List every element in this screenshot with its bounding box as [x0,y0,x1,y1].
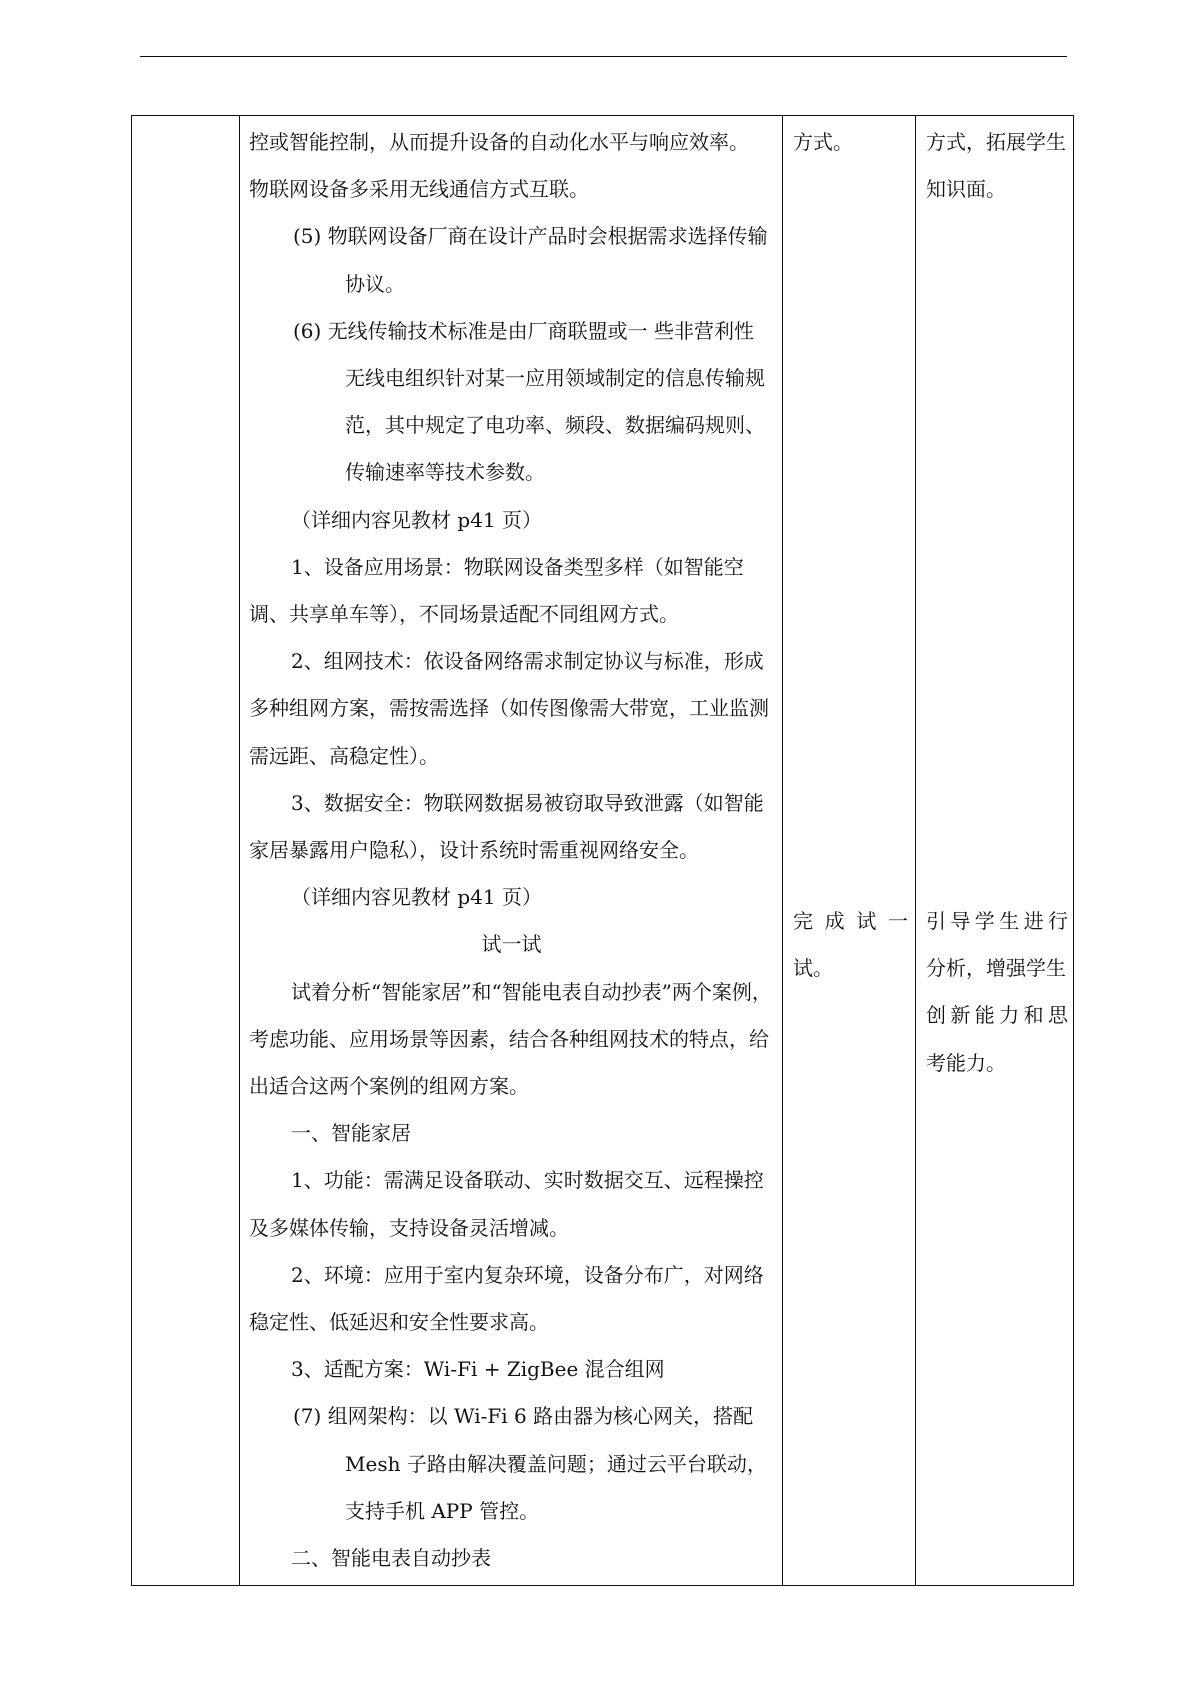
content-paragraph: 2、组网技术：依设备网络需求制定协议与标准，形成多种组网方案，需按需选择（如传图像需大带宽，工业监测需远距、高稳定性）。 [249,649,769,768]
column-divider-1 [239,116,240,1585]
content-paragraph: 3、数据安全：物联网数据易被窃取导致泄露（如智能家居暴露用户隐私），设计系统时需重视网络安全。 [249,790,764,863]
content-paragraph: 2、环境：应用于室内复杂环境，设备分布广，对网络稳定性、低延迟和安全性要求高。 [249,1262,764,1335]
content-paragraph: 1、设备应用场景：物联网设备类型多样（如智能空调、共享单车等），不同场景适配不同组网方式。 [249,554,744,627]
numbered-item-7: (7) 组网架构：以 Wi-Fi 6 路由器为核心网关，搭配 Mesh 子路由解决覆盖问题；通过云平台联动，支持手机 APP 管控。 [293,1404,767,1523]
design-intent-cell-1 [926,119,1068,213]
section-heading-try: 试一试 [481,932,542,957]
textbook-reference: （详细内容见教材 p41 页） [291,507,542,532]
design-intent-text: 创新能力和思 [926,1003,1068,1028]
column-divider-2 [782,116,783,1585]
header-rule [140,56,1067,57]
column-divider-3 [915,116,916,1585]
design-intent-cell-2 [926,898,1068,1087]
numbered-item-6: (6) 无线传输技术标准是由厂商联盟或一 些非营利性无线电组织针对某一应用领域制定的信息传输规范，其中规定了电功率、频段、数据编码规则、传输速率等技术参数。 [293,318,765,485]
design-intent-text: 分析，增强学生 [926,956,1066,981]
student-activity-cell-1 [793,119,908,166]
design-intent-text: 方式，拓展学生 [926,130,1066,154]
lesson-table [131,115,1074,1586]
subheading-smart-meter: 二、智能电表自动抄表 [291,1546,491,1571]
content-paragraph: 1、功能：需满足设备联动、实时数据交互、远程操控及多媒体传输，支持设备灵活增减。 [249,1168,764,1240]
design-intent-text: 考能力。 [926,1050,1006,1075]
numbered-item-5: (5) 物联网设备厂商在设计产品时会根据需求选择传输协议。 [293,224,768,296]
student-activity-text: 试。 [793,956,833,981]
student-activity-text: 完 成 试 一 [793,909,908,933]
subheading-smart-home: 一、智能家居 [291,1121,411,1146]
design-intent-text: 引导学生进行 [926,909,1068,933]
content-paragraph: 试着分析“智能家居”和“智能电表自动抄表”两个案例，考虑功能、应用场景等因素，结合各种组网技术的特点，给出适合这两个案例的组网方案。 [249,979,772,1099]
teaching-content-column [249,119,774,1582]
textbook-reference: （详细内容见教材 p41 页） [291,885,542,910]
content-line: 控或智能控制，从而提升设备的自动化水平与响应效率。 [249,130,749,154]
content-paragraph: 3、适配方案：Wi-Fi + ZigBee 混合组网 [291,1357,665,1382]
student-activity-text: 方式。 [793,130,853,154]
student-activity-cell-2 [793,898,908,992]
design-intent-text: 知识面。 [926,177,1006,202]
content-line: 物联网设备多采用无线通信方式互联。 [249,177,589,202]
